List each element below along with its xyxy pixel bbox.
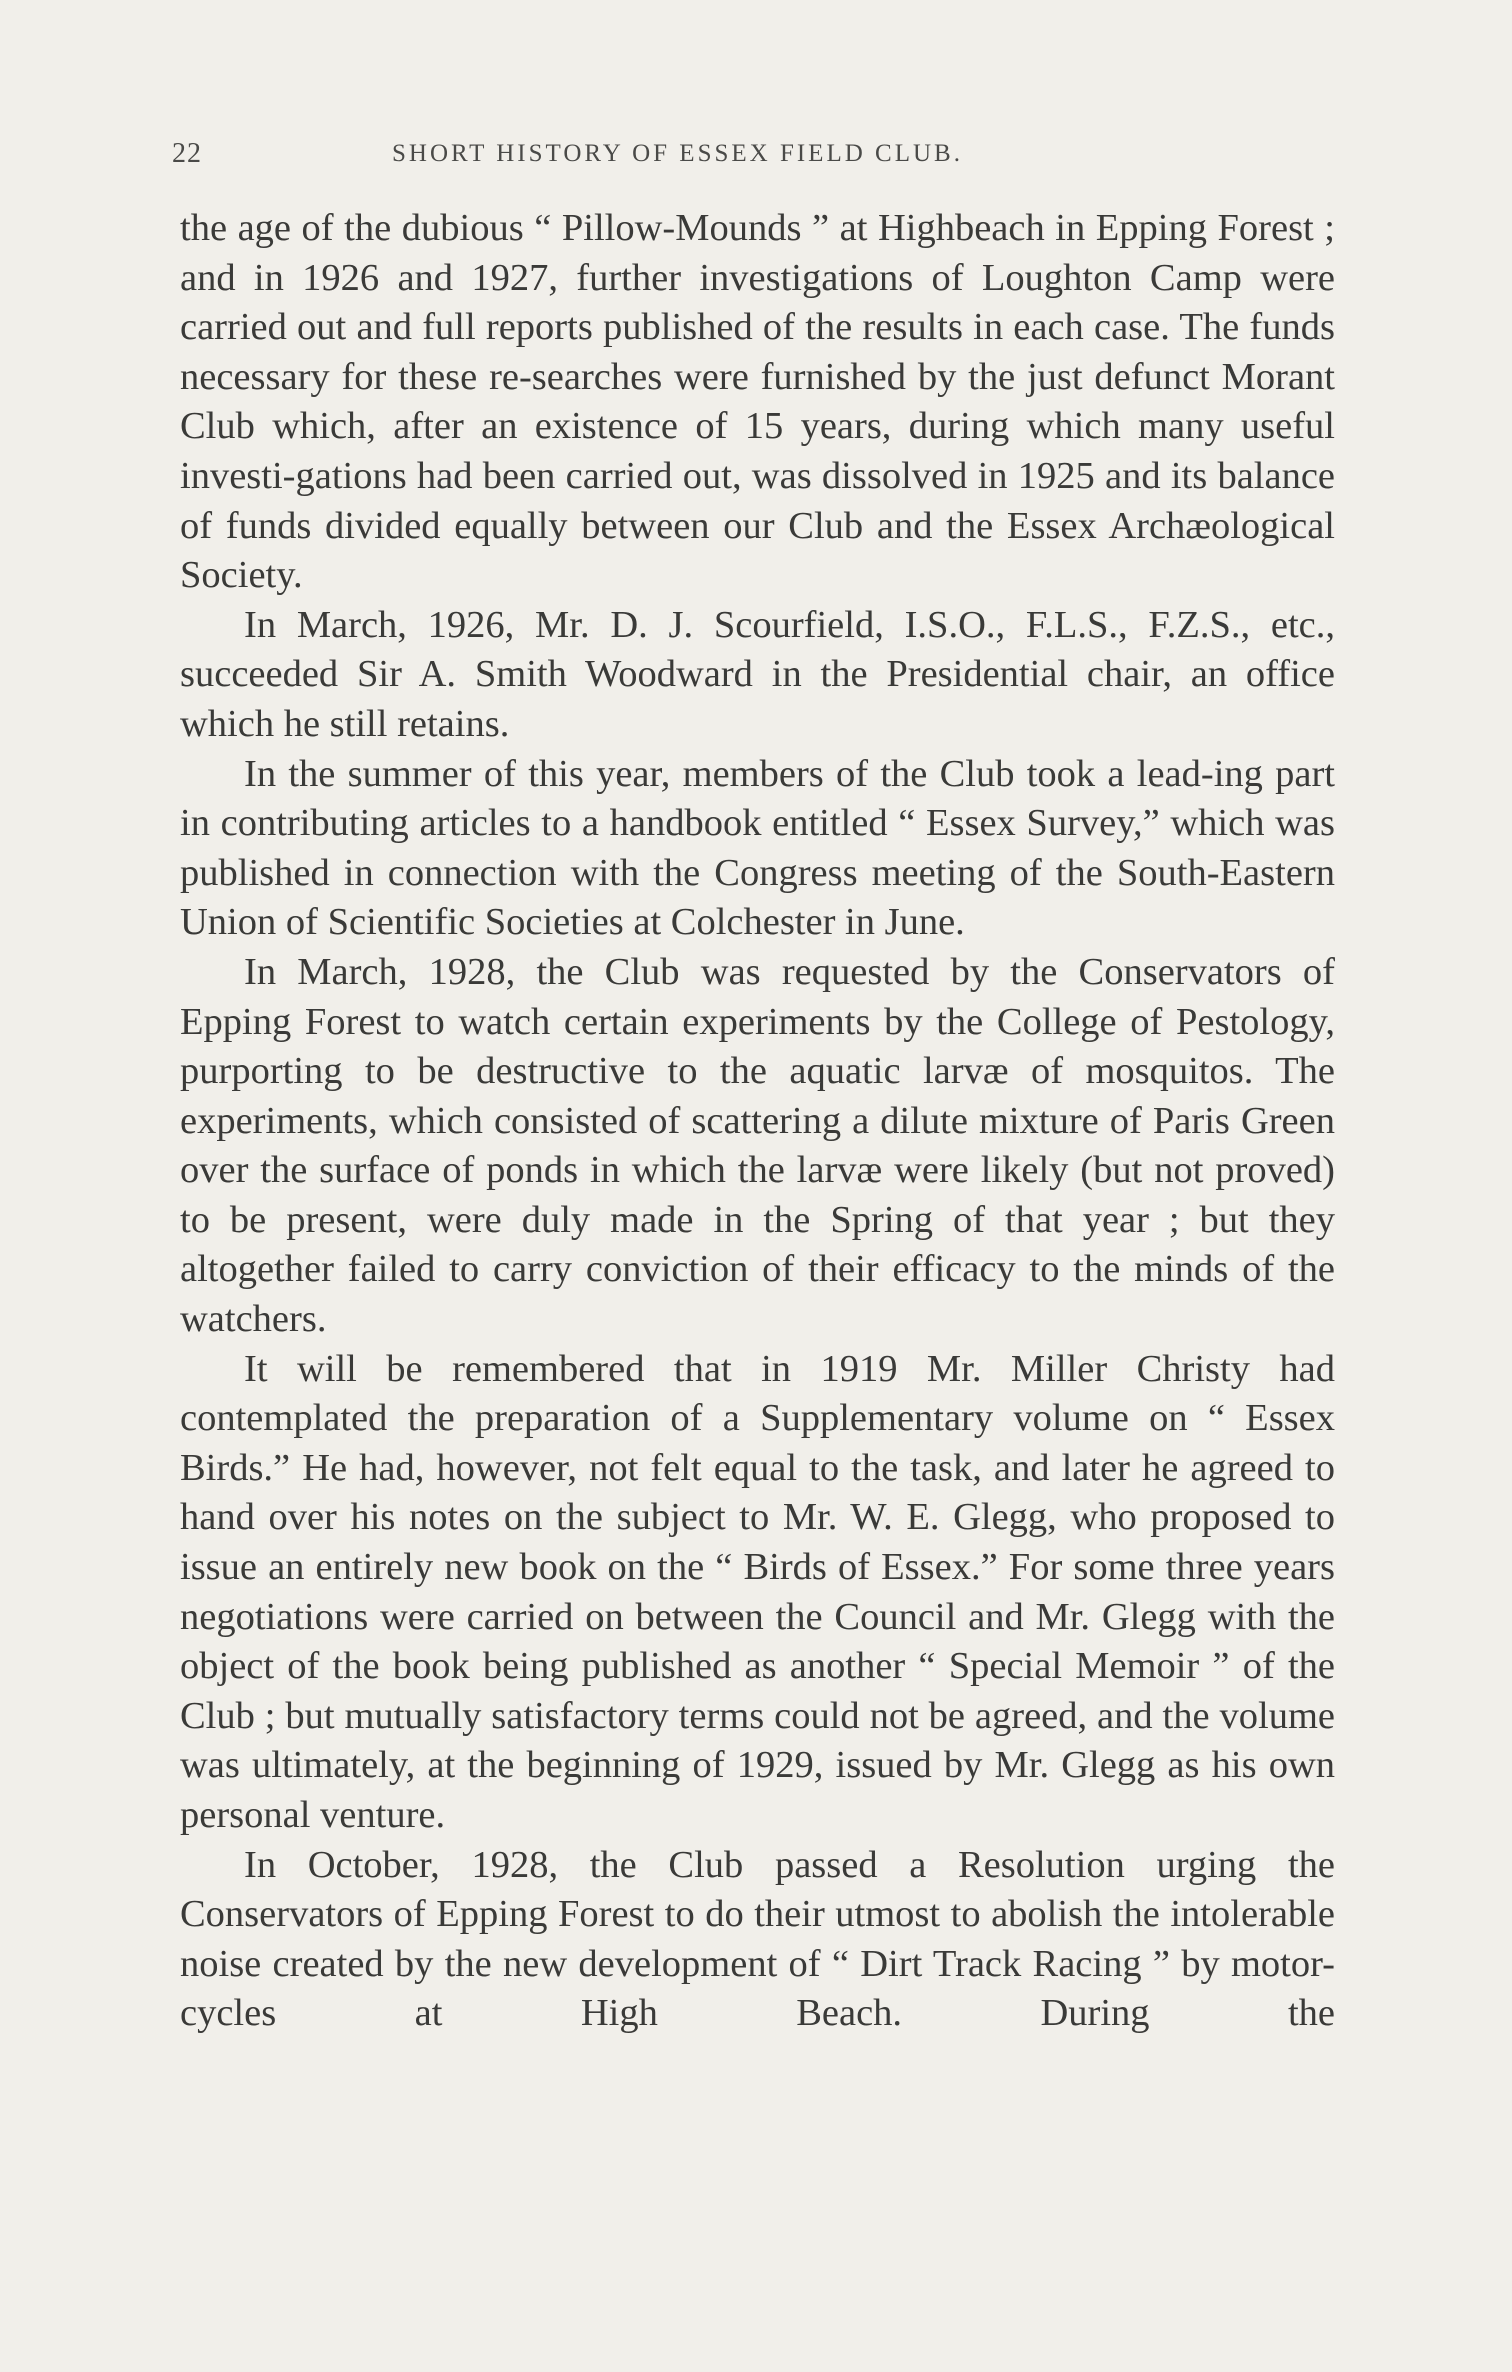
- running-title: SHORT HISTORY OF ESSEX FIELD CLUB.: [392, 140, 963, 167]
- paragraph-mosquito-experiments: In March, 1928, the Club was requested by the Conservators of Epping Forest to watch certain experiments by the College of Pestology, purporting to be destructive to the aquatic larvæ of mosquitos. The experiments, which consisted of scattering a dilute mixture of Paris Green over the surface of ponds in which the larvæ were likely (but not proved) to be present, were duly made in the Spring of that year ; but they altogether failed to carry conviction of their efficacy to the minds of the watchers.: [180, 950, 1335, 1341]
- paragraph-essex-survey: In the summer of this year, members of the Club took a lead-ing part in contributing articles to a handbook entitled “ Essex Survey,” which was published in connection with the Congress meeting of the South-Eastern Union of Scientific Societies at Colchester in June.: [180, 752, 1335, 944]
- paragraph-presidential-chair: In March, 1926, Mr. D. J. Scourfield, I.S.O., F.L.S., F.Z.S., etc., succeeded Sir A. Smith Woodward in the Presidential chair, an office which he still retains.: [180, 603, 1335, 745]
- paragraph-continued: the age of the dubious “ Pillow-Mounds ” at Highbeach in Epping Forest ; and in 1926 and 1927, further investigations of Loughton Camp were carried out and full reports published of the results in each case. The funds necessary for these re-searches were furnished by the just defunct Morant Club which, after an existence of 15 years, during which many useful investi-gations had been carried out, was dissolved in 1925 and its balance of funds divided equally between our Club and the Essex Archæological Society.: [180, 207, 1335, 597]
- page-number: 22: [172, 138, 202, 169]
- body-text: [180, 204, 1335, 2204]
- paragraph-dirt-track-racing: In October, 1928, the Club passed a Resolution urging the Conservators of Epping Forest to do their utmost to abolish the intolerable noise created by the new development of “ Dirt Track Racing ” by motor-cycles at High Beach. During the: [180, 1843, 1335, 2035]
- page-header: [172, 138, 1332, 178]
- paragraph-essex-birds: It will be remembered that in 1919 Mr. Miller Christy had contemplated the preparation of a Supplementary volume on “ Essex Birds.” He had, however, not felt equal to the task, and later he agreed to hand over his notes on the subject to Mr. W. E. Glegg, who proposed to issue an entirely new book on the “ Birds of Essex.” For some three years negotiations were carried on between the Council and Mr. Glegg with the object of the book being published as another “ Special Memoir ” of the Club ; but mutually satisfactory terms could not be agreed, and the volume was ultimately, at the beginning of 1929, issued by Mr. Glegg as his own personal venture.: [180, 1347, 1335, 1836]
